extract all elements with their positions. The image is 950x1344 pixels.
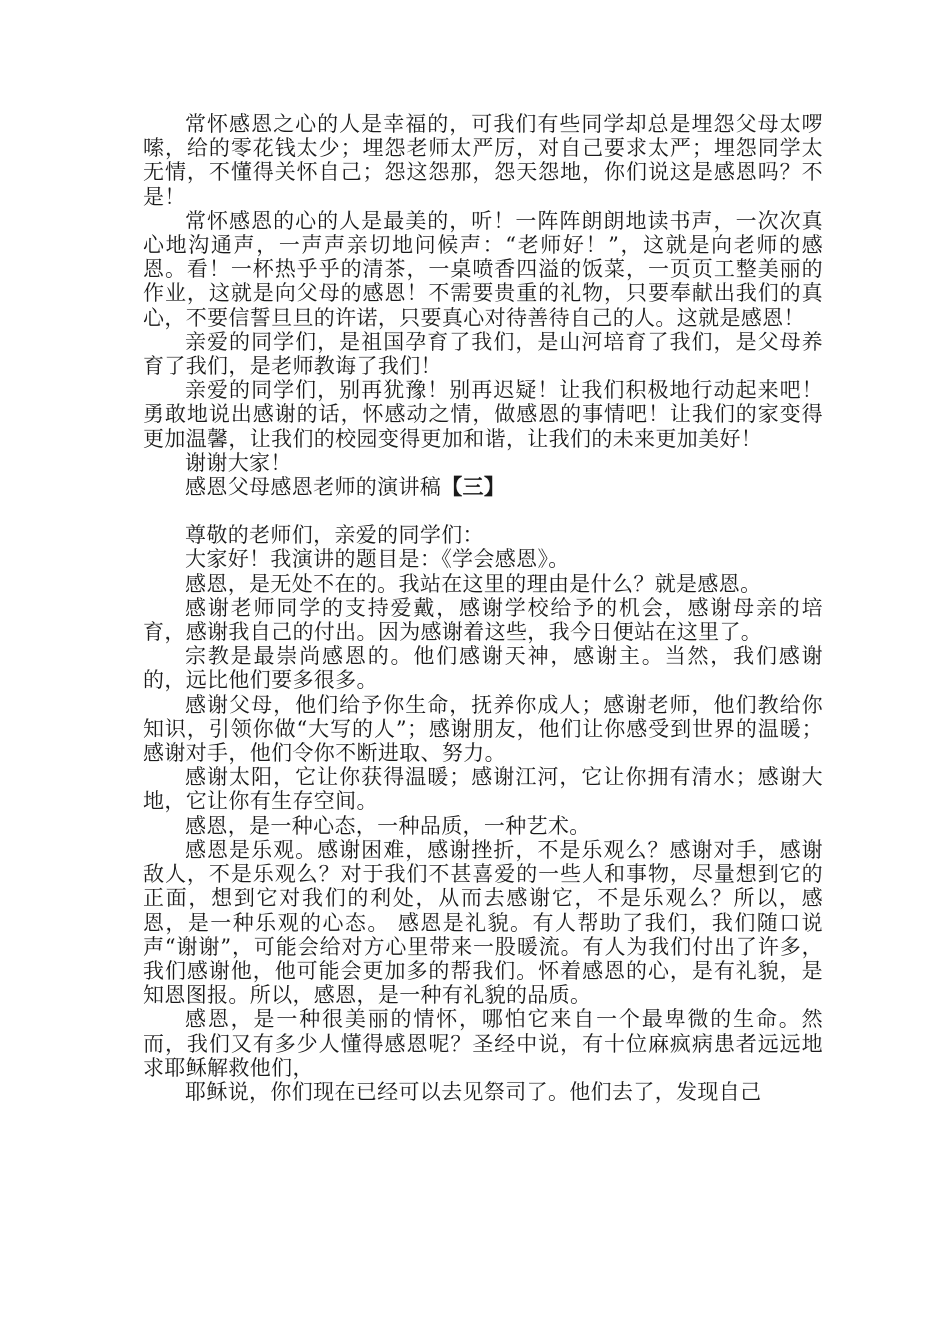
section-title: 感恩父母感恩老师的演讲稿 — [185, 475, 442, 500]
paragraph: 常怀感恩的心的人是最美的，听！一阵阵朗朗地读书声，一次次真心地沟通声，一声声亲切地问候声：“老师好！”，这就是向老师的感恩。看！一杯热乎乎的清茶，一桌喷香四溢的饭菜，一页页工整美丽的作业，这就是向父母的感恩！不需要贵重的礼物，只要奉献出我们的真心，不要信誓旦旦的许诺，只要真心对待善待自己的人。这就是感恩！ — [143, 208, 823, 330]
paragraph: 感谢太阳，它让你获得温暖；感谢江河，它让你拥有清水；感谢大地，它让你有生存空间。 — [143, 765, 823, 814]
paragraph: 感恩，是一种很美丽的情怀，哪怕它来自一个最卑微的生命。然而，我们又有多少人懂得感恩呢？圣经中说，有十位麻疯病患者远远地求耶稣解救他们， — [143, 1007, 823, 1080]
blank-line — [143, 499, 823, 523]
section-tag: 【三】 — [441, 474, 506, 500]
paragraph: 耶稣说，你们现在已经可以去见祭司了。他们去了，发现自己 — [185, 1079, 762, 1104]
paragraph: 大家好！我演讲的题目是：《学会感恩》。 — [185, 547, 570, 572]
section-heading — [143, 475, 823, 499]
paragraph: 感谢老师同学的支持爱戴，感谢学校给予的机会，感谢母亲的培育，感谢我自己的付出。因为感谢着这些，我今日便站在这里了。 — [143, 595, 823, 645]
paragraph: 感恩，是一种心态，一种品质，一种艺术。 — [185, 813, 591, 838]
paragraph: 亲爱的同学们，别再犹豫！别再迟疑！让我们积极地行动起来吧！勇敢地说出感谢的话，怀感动之情，做感恩的事情吧！让我们的家变得更加温馨，让我们的校园变得更加和谐，让我们的未来更加美好！ — [143, 378, 823, 451]
paragraph: 宗教是最崇尚感恩的。他们感谢天神，感谢主。当然，我们感谢的，远比他们要多很多。 — [143, 644, 823, 693]
paragraph: 感恩，是无处不在的。我站在这里的理由是什么？就是感恩。 — [185, 571, 762, 596]
document-body — [143, 112, 823, 1104]
salutation: 尊敬的老师们，亲爱的同学们： — [185, 523, 484, 548]
paragraph: 感恩是乐观。感谢困难，感谢挫折，不是乐观么？感谢对手，感谢敌人，不是乐观么？对于我们不甚喜爱的一些人和事物，尽量想到它的正面，想到它对我们的利处，从而去感谢它，不是乐观么？所以，感恩，是一种乐观的心态。 感恩是礼貌。有人帮助了我们，我们随口说声“谢谢”，可能会给对方心里带来一股暖流。有人为我们付出了许多，我们感谢他，他可能会更加多的帮我们。怀着感恩的心，是有礼貌，是知恩图报。所以，感恩，是一种有礼貌的品质。 — [143, 837, 823, 1008]
paragraph: 感谢父母，他们给予你生命，抚养你成人；感谢老师，他们教给你知识，引领你做“大写的人”；感谢朋友，他们让你感受到世界的温暖；感谢对手，他们令你不断进取、努力。 — [143, 692, 823, 766]
paragraph: 亲爱的同学们，是祖国孕育了我们，是山河培育了我们，是父母养育了我们，是老师教诲了我们！ — [143, 329, 823, 379]
closing-line: 谢谢大家！ — [185, 450, 292, 475]
paragraph: 常怀感恩之心的人是幸福的，可我们有些同学却总是埋怨父母太啰嗦，给的零花钱太少；埋怨老师太严厉，对自己要求太严；埋怨同学太无情，不懂得关怀自己；怨这怨那，怨天怨地，你们说这是感恩吗？不是！ — [143, 112, 823, 209]
